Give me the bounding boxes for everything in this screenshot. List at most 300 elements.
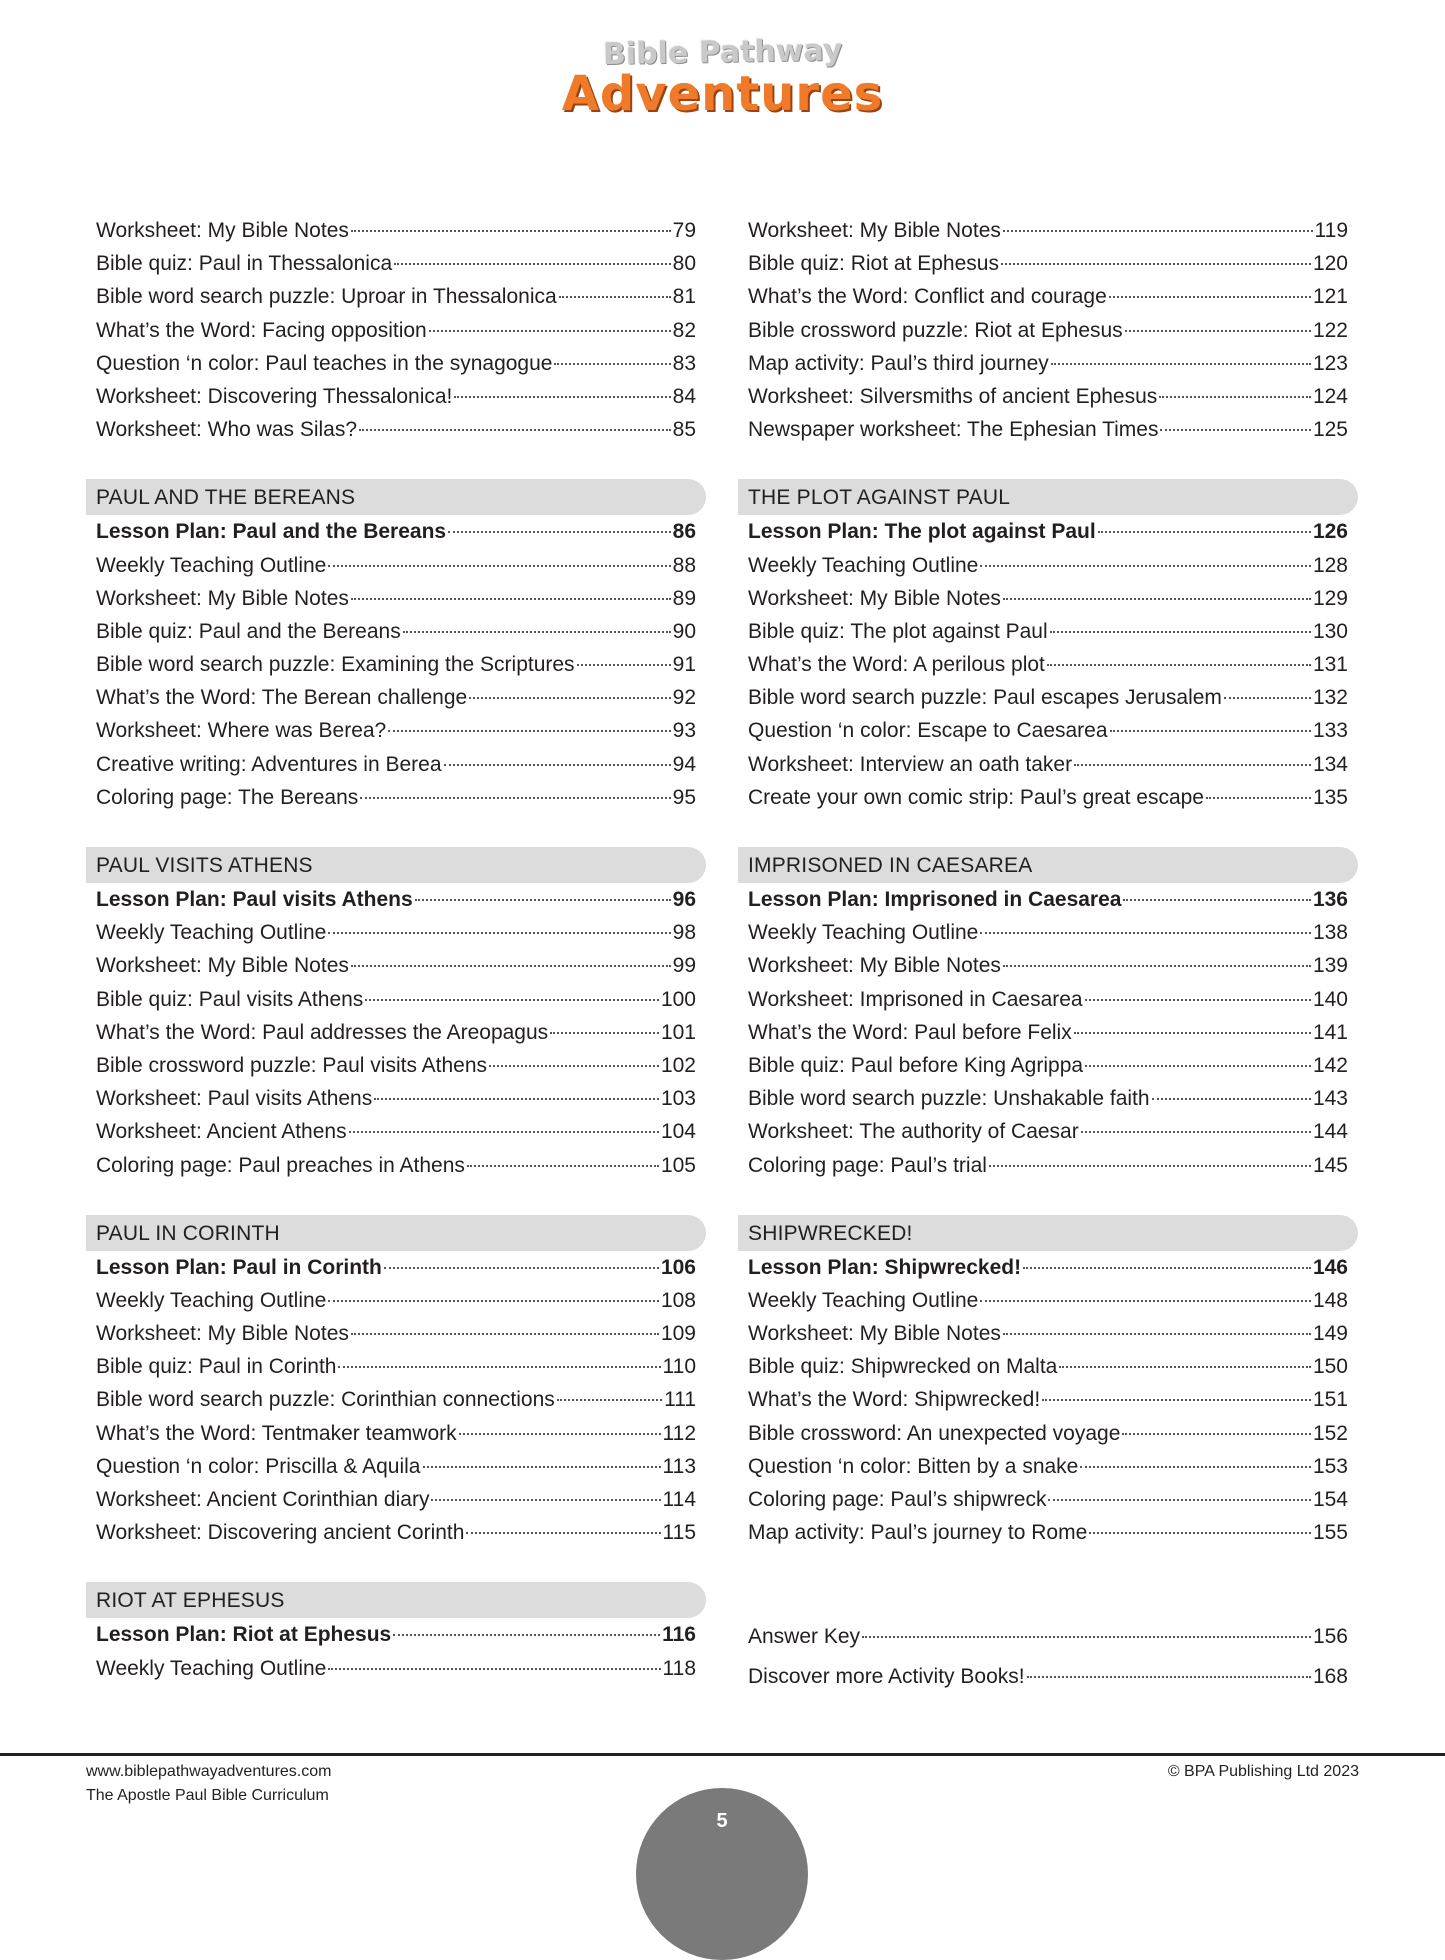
toc-entry-page-number: 133 [1312,719,1348,743]
toc-entry[interactable] [86,582,706,615]
dot-leader [1003,1332,1311,1335]
toc-entry-title: Coloring page: Paul’s trial [748,1153,987,1177]
page-number: 5 [716,1810,728,1832]
dot-leader [1206,796,1311,799]
toc-entry-page-number: 135 [1312,785,1348,809]
section-header: SHIPWRECKED! [738,1215,1358,1251]
toc-entry-page-number: 79 [672,219,696,242]
dot-leader [1098,530,1311,533]
toc-entry-title: What’s the Word: Shipwrecked! [748,1388,1041,1412]
section-header: PAUL AND THE BEREANS [86,479,706,515]
toc-entry-page-number: 130 [1312,619,1348,643]
toc-entry[interactable] [86,615,706,648]
toc-entry[interactable] [86,314,706,347]
toc-entry[interactable] [738,1049,1358,1082]
dot-leader [1059,1365,1311,1368]
dot-leader [365,998,659,1001]
dot-leader [351,229,671,232]
toc-entry[interactable] [86,1450,706,1483]
toc-entry[interactable] [738,1350,1358,1383]
toc-entry[interactable] [86,1350,706,1383]
toc-entry-title: Weekly Teaching Outline [748,1288,979,1312]
toc-entry[interactable] [738,1516,1358,1549]
toc-entry-page-number: 152 [1312,1421,1348,1445]
toc-entry-page-number: 114 [662,1488,696,1511]
dot-leader [328,1299,659,1302]
toc-entry-title: Bible quiz: Riot at Ephesus [748,252,999,276]
toc-entry-page-number: 125 [1312,418,1348,442]
toc-section [738,479,1358,814]
toc-entry[interactable] [738,1483,1358,1516]
toc-entry-page-number: 101 [660,1020,696,1044]
dot-leader [989,1164,1311,1167]
dot-leader [1085,1064,1311,1067]
dot-leader [559,295,671,298]
toc-entry-page-number: 150 [1312,1355,1348,1379]
toc-entry[interactable] [738,1450,1358,1483]
toc-entry-page-number: 98 [672,921,696,945]
toc-entry-title: Worksheet: Who was Silas? [96,418,358,442]
toc-entry-title: Creative writing: Adventures in Berea [96,752,442,776]
toc-entry[interactable] [738,515,1358,548]
toc-entry[interactable] [86,983,706,1016]
toc-entry[interactable] [738,1115,1358,1148]
toc-entry[interactable] [738,214,1358,247]
toc-entry-page-number: 93 [672,719,696,743]
dot-leader [1074,1031,1311,1034]
toc-entry-title: Worksheet: Ancient Athens [96,1120,347,1144]
toc-entry[interactable] [86,1317,706,1350]
toc-entry-page-number: 121 [1312,285,1348,309]
toc-entry-title: Lesson Plan: Imprisoned in Caesarea [748,888,1122,911]
toc-entry-title: Bible quiz: The plot against Paul [748,619,1048,643]
dot-leader [328,564,670,567]
toc-entry-title: Coloring page: Paul preaches in Athens [96,1153,465,1177]
toc-entry-title: Worksheet: My Bible Notes [96,219,349,242]
toc-entry-title: Bible quiz: Paul in Thessalonica [96,252,393,276]
section-header: PAUL IN CORINTH [86,1215,706,1251]
toc-entry-title: What’s the Word: Facing opposition [96,318,427,342]
toc-entry-page-number: 136 [1312,888,1348,911]
dot-leader [448,530,671,533]
toc-entry[interactable] [738,1251,1358,1284]
toc-entry-page-number: 141 [1312,1020,1348,1044]
toc-entry-title: Weekly Teaching Outline [96,921,327,945]
dot-leader [360,796,670,799]
toc-entry[interactable] [86,1383,706,1416]
toc-entry-page-number: 153 [1312,1454,1348,1478]
toc-entry-title: Weekly Teaching Outline [96,1288,327,1312]
toc-entry[interactable] [86,280,706,313]
toc-entry-page-number: 119 [1314,219,1348,242]
toc-entry-page-number: 84 [672,384,696,408]
toc-section [86,479,706,814]
toc-entry[interactable] [738,681,1358,714]
toc-entry-title: Question ‘n color: Paul teaches in the synagogue [96,351,553,375]
toc-entry[interactable] [86,1016,706,1049]
toc-entry[interactable] [86,1483,706,1516]
dot-leader [1080,1465,1311,1468]
dot-leader [384,1266,659,1269]
toc-entry-page-number: 95 [672,785,696,809]
toc-entry-page-number: 109 [660,1322,696,1346]
dot-leader [467,1164,659,1167]
dot-leader [328,931,670,934]
dot-leader [469,696,670,699]
toc-entry-title: Worksheet: My Bible Notes [748,219,1001,242]
toc-entry-page-number: 108 [660,1288,696,1312]
dot-leader [980,564,1311,567]
footer-left [86,1760,331,1808]
dot-leader [1160,428,1310,431]
toc-entry-page-number: 168 [1312,1665,1348,1689]
dot-leader [349,1130,659,1133]
dot-leader [1081,1130,1311,1133]
toc-entry[interactable] [738,1617,1358,1657]
toc-entry-page-number: 89 [672,586,696,610]
toc-entry-title: Discover more Activity Books! [748,1665,1025,1689]
toc-entry-page-number: 105 [660,1153,696,1177]
toc-entry-title: Lesson Plan: The plot against Paul [748,520,1096,544]
toc-entry[interactable] [738,615,1358,648]
toc-entry-title: Worksheet: My Bible Notes [96,586,349,610]
dot-leader [980,1299,1311,1302]
toc-entry[interactable] [738,413,1358,446]
toc-entry[interactable] [86,883,706,916]
toc-entry[interactable] [738,648,1358,681]
dot-leader [1159,395,1311,398]
toc-entry-title: What’s the Word: Paul addresses the Areopagus [96,1020,549,1044]
toc-entry-title: What’s the Word: Conflict and courage [748,285,1107,309]
toc-entry[interactable] [738,1383,1358,1416]
toc-entry-title: What’s the Word: Tentmaker teamwork [96,1421,457,1445]
toc-entry[interactable] [738,1317,1358,1350]
publisher-logo [0,32,1445,122]
toc-entry-page-number: 85 [672,418,696,442]
toc-entry-page-number: 143 [1312,1087,1348,1111]
toc-entry-title: Question ‘n color: Bitten by a snake [748,1454,1079,1478]
logo-line-2: Adventures [561,66,884,122]
dot-leader [554,362,670,365]
toc-entry-title: Lesson Plan: Paul visits Athens [96,888,413,911]
dot-leader [393,1633,660,1636]
toc-entry-page-number: 88 [672,553,696,577]
dot-leader [328,1667,660,1670]
toc-entry-page-number: 80 [672,252,696,276]
dot-leader [1051,362,1311,365]
dot-leader [557,1398,662,1401]
dot-leader [1042,1398,1311,1401]
dot-leader [444,763,671,766]
dot-leader [550,1031,659,1034]
toc-entry[interactable] [86,214,706,247]
toc-entry-title: Bible quiz: Paul visits Athens [96,987,364,1011]
dot-leader [1110,729,1311,732]
toc-entry-title: Lesson Plan: Shipwrecked! [748,1255,1022,1279]
dot-leader [1003,964,1311,967]
toc-entry-page-number: 104 [660,1120,696,1144]
dot-leader [351,964,671,967]
toc-entry-page-number: 139 [1312,954,1348,978]
toc-entry[interactable] [738,247,1358,280]
toc-entry[interactable] [738,748,1358,781]
toc-entry-title: Worksheet: Discovering Thessalonica! [96,384,453,408]
copyright-notice: © BPA Publishing Ltd 2023 [1167,1763,1359,1780]
toc-entry[interactable] [738,582,1358,615]
toc-entry-page-number: 100 [660,987,696,1011]
toc-entry[interactable] [86,1417,706,1450]
toc-entry[interactable] [86,648,706,681]
section-header: PAUL VISITS ATHENS [86,847,706,883]
dot-leader [1003,597,1311,600]
toc-entry-page-number: 92 [672,686,696,710]
page-number-badge [636,1788,808,1960]
toc-entry-title: Bible quiz: Shipwrecked on Malta [748,1355,1058,1379]
toc-entry-title: Bible quiz: Paul and the Bereans [96,619,401,643]
toc-right-column [738,214,1358,1697]
toc-entry-page-number: 115 [662,1521,696,1545]
toc-entry-title: What’s the Word: A perilous plot [748,653,1045,677]
toc-entry[interactable] [738,883,1358,916]
toc-entry-title: Bible word search puzzle: Corinthian connections [96,1388,555,1412]
toc-entry[interactable] [86,1284,706,1317]
toc-entry-page-number: 99 [672,954,696,978]
toc-entry-page-number: 140 [1312,987,1348,1011]
toc-entry[interactable] [738,549,1358,582]
toc-entry-title: Bible quiz: Paul in Corinth [96,1355,337,1379]
dot-leader [351,597,671,600]
toc-entry-page-number: 149 [1312,1322,1348,1346]
toc-entry-page-number: 131 [1312,653,1348,677]
dot-leader [1123,898,1310,901]
toc-entry-title: Bible word search puzzle: Unshakable faith [748,1087,1150,1111]
toc-entry[interactable] [86,1115,706,1148]
dot-leader [1074,763,1311,766]
toc-entry[interactable] [738,983,1358,1016]
toc-entry-title: Question ‘n color: Priscilla & Aquila [96,1454,421,1478]
toc-entry-page-number: 132 [1312,686,1348,710]
dot-leader [466,1531,660,1534]
toc-entry[interactable] [738,714,1358,747]
toc-entry-page-number: 122 [1312,318,1348,342]
toc-entry-page-number: 123 [1312,351,1348,375]
book-title: The Apostle Paul Bible Curriculum [86,1787,329,1804]
dot-leader [423,1465,661,1468]
toc-entry[interactable] [738,1082,1358,1115]
toc-entry[interactable] [86,1049,706,1082]
toc-entry[interactable] [86,916,706,949]
toc-entry[interactable] [86,1516,706,1549]
toc-entry[interactable] [738,1657,1358,1697]
toc-entry-title: What’s the Word: Paul before Felix [748,1020,1072,1044]
dot-leader [429,329,671,332]
toc-entry-page-number: 142 [1312,1053,1348,1077]
toc-entry-page-number: 110 [662,1355,696,1379]
toc-entry[interactable] [86,681,706,714]
toc-section [86,1215,706,1550]
toc-entry-title: Worksheet: Silversmiths of ancient Ephesus [748,384,1158,408]
dot-leader [1224,696,1311,699]
toc-entry[interactable] [738,1417,1358,1450]
toc-entry-page-number: 154 [1312,1488,1348,1511]
dot-leader [431,1498,660,1501]
toc-entry[interactable] [738,347,1358,380]
toc-entry-title: Worksheet: The authority of Caesar [748,1120,1079,1144]
toc-entry-title: Worksheet: Ancient Corinthian diary [96,1488,430,1511]
toc-entry-title: Bible word search puzzle: Paul escapes Jerusalem [748,686,1222,710]
toc-section [738,1215,1358,1550]
toc-entry-page-number: 124 [1312,384,1348,408]
dot-leader [1109,295,1311,298]
dot-leader [338,1365,660,1368]
toc-entry[interactable] [86,1251,706,1284]
toc-entry[interactable] [86,748,706,781]
toc-continued-entries [86,214,706,446]
toc-entry-title: Question ‘n color: Escape to Caesarea [748,719,1108,743]
toc-entry[interactable] [86,413,706,446]
dot-leader [1125,329,1311,332]
toc-entry-title: What’s the Word: The Berean challenge [96,686,468,710]
toc-entry-title: Worksheet: Imprisoned in Caesarea [748,987,1083,1011]
dot-leader [351,1332,659,1335]
toc-entry[interactable] [738,916,1358,949]
toc-section [738,847,1358,1182]
dot-leader [1050,630,1311,633]
toc-entry-page-number: 96 [672,888,696,911]
toc-entry[interactable] [86,1618,706,1651]
toc-entry[interactable] [86,347,706,380]
toc-entry-page-number: 144 [1312,1120,1348,1144]
toc-entry-page-number: 103 [660,1087,696,1111]
toc-entry-page-number: 120 [1312,252,1348,276]
toc-entry-title: Map activity: Paul’s third journey [748,351,1049,375]
toc-entry-title: Bible word search puzzle: Examining the Scriptures [96,653,575,677]
toc-entry-title: Lesson Plan: Paul in Corinth [96,1255,382,1279]
toc-entry-title: Weekly Teaching Outline [96,553,327,577]
dot-leader [1003,229,1313,232]
toc-entry-title: Worksheet: My Bible Notes [748,586,1001,610]
dot-leader [454,395,670,398]
toc-entry-page-number: 128 [1312,553,1348,577]
toc-entry-title: Lesson Plan: Paul and the Bereans [96,520,447,544]
toc-section [86,1582,706,1684]
toc-entry[interactable] [738,781,1358,814]
toc-entry[interactable] [86,1149,706,1182]
toc-entry[interactable] [738,949,1358,982]
dot-leader [577,663,671,666]
toc-entry-title: Newspaper worksheet: The Ephesian Times [748,418,1159,442]
toc-entry-title: Map activity: Paul’s journey to Rome [748,1521,1088,1545]
toc-entry-page-number: 126 [1312,520,1348,544]
toc-entry[interactable] [86,380,706,413]
toc-entry-page-number: 151 [1312,1388,1348,1412]
dot-leader [394,262,671,265]
toc-entry[interactable] [738,314,1358,347]
dot-leader [403,630,671,633]
section-header: THE PLOT AGAINST PAUL [738,479,1358,515]
toc-entry-page-number: 86 [672,520,696,544]
toc-entry-title: Coloring page: Paul’s shipwreck [748,1488,1047,1511]
toc-entry-page-number: 90 [672,619,696,643]
toc-entry-title: Weekly Teaching Outline [748,553,979,577]
logo-line-1: Bible Pathway [602,32,843,73]
toc-section [86,847,706,1182]
dot-leader [1001,262,1311,265]
toc-entry-page-number: 145 [1312,1153,1348,1177]
dot-leader [1027,1675,1311,1678]
dot-leader [489,1064,659,1067]
toc-continued-entries [738,214,1358,446]
toc-entry[interactable] [86,714,706,747]
toc-entry[interactable] [86,247,706,280]
dot-leader [1085,998,1311,1001]
toc-entry[interactable] [86,549,706,582]
toc-left-column [86,214,706,1685]
footer-divider [0,1753,1445,1756]
dot-leader [374,1097,659,1100]
toc-entry-page-number: 82 [672,318,696,342]
toc-entry-title: Bible crossword: An unexpected voyage [748,1421,1121,1445]
dot-leader [862,1635,1311,1638]
toc-entry[interactable] [738,1016,1358,1049]
toc-entry-title: Worksheet: My Bible Notes [96,954,349,978]
toc-entry-page-number: 116 [662,1623,696,1647]
website-link[interactable]: www.biblepathwayadventures.com [86,1763,332,1780]
toc-entry-page-number: 146 [1312,1255,1348,1279]
toc-entry-page-number: 148 [1312,1288,1348,1312]
section-header: IMPRISONED IN CAESAREA [738,847,1358,883]
toc-entry-title: Worksheet: Paul visits Athens [96,1087,373,1111]
dot-leader [1048,1498,1311,1501]
dot-leader [1122,1432,1311,1435]
toc-entry-page-number: 106 [660,1255,696,1279]
toc-entry[interactable] [86,515,706,548]
toc-entry-page-number: 129 [1312,586,1348,610]
toc-entry[interactable] [86,1652,706,1685]
toc-entry-title: Worksheet: My Bible Notes [96,1322,349,1346]
toc-entry-page-number: 138 [1312,921,1348,945]
section-header: RIOT AT EPHESUS [86,1582,706,1618]
toc-entry-page-number: 155 [1312,1521,1348,1545]
toc-entry[interactable] [738,1284,1358,1317]
toc-entry[interactable] [86,1082,706,1115]
toc-entry-page-number: 111 [664,1388,696,1412]
toc-entry[interactable] [86,949,706,982]
dot-leader [1152,1097,1311,1100]
toc-entry-page-number: 81 [672,285,696,309]
toc-entry-title: Coloring page: The Bereans [96,785,359,809]
toc-entry-title: Worksheet: Interview an oath taker [748,752,1073,776]
toc-entry-title: Answer Key [748,1625,861,1649]
toc-entry-title: Worksheet: Where was Berea? [96,719,387,743]
toc-entry-page-number: 112 [662,1421,696,1445]
dot-leader [1047,663,1311,666]
toc-entry-page-number: 156 [1312,1625,1348,1649]
toc-entry[interactable] [738,1149,1358,1182]
dot-leader [459,1432,661,1435]
toc-entry-page-number: 134 [1312,752,1348,776]
dot-leader [388,729,670,732]
dot-leader [1089,1531,1311,1534]
dot-leader [415,898,671,901]
toc-entry[interactable] [738,280,1358,313]
toc-entry-title: Lesson Plan: Riot at Ephesus [96,1623,392,1647]
toc-entry-page-number: 113 [662,1454,696,1478]
toc-entry[interactable] [738,380,1358,413]
toc-entry-title: Create your own comic strip: Paul’s great escape [748,785,1204,809]
toc-entry[interactable] [86,781,706,814]
toc-entry-title: Worksheet: My Bible Notes [748,954,1001,978]
